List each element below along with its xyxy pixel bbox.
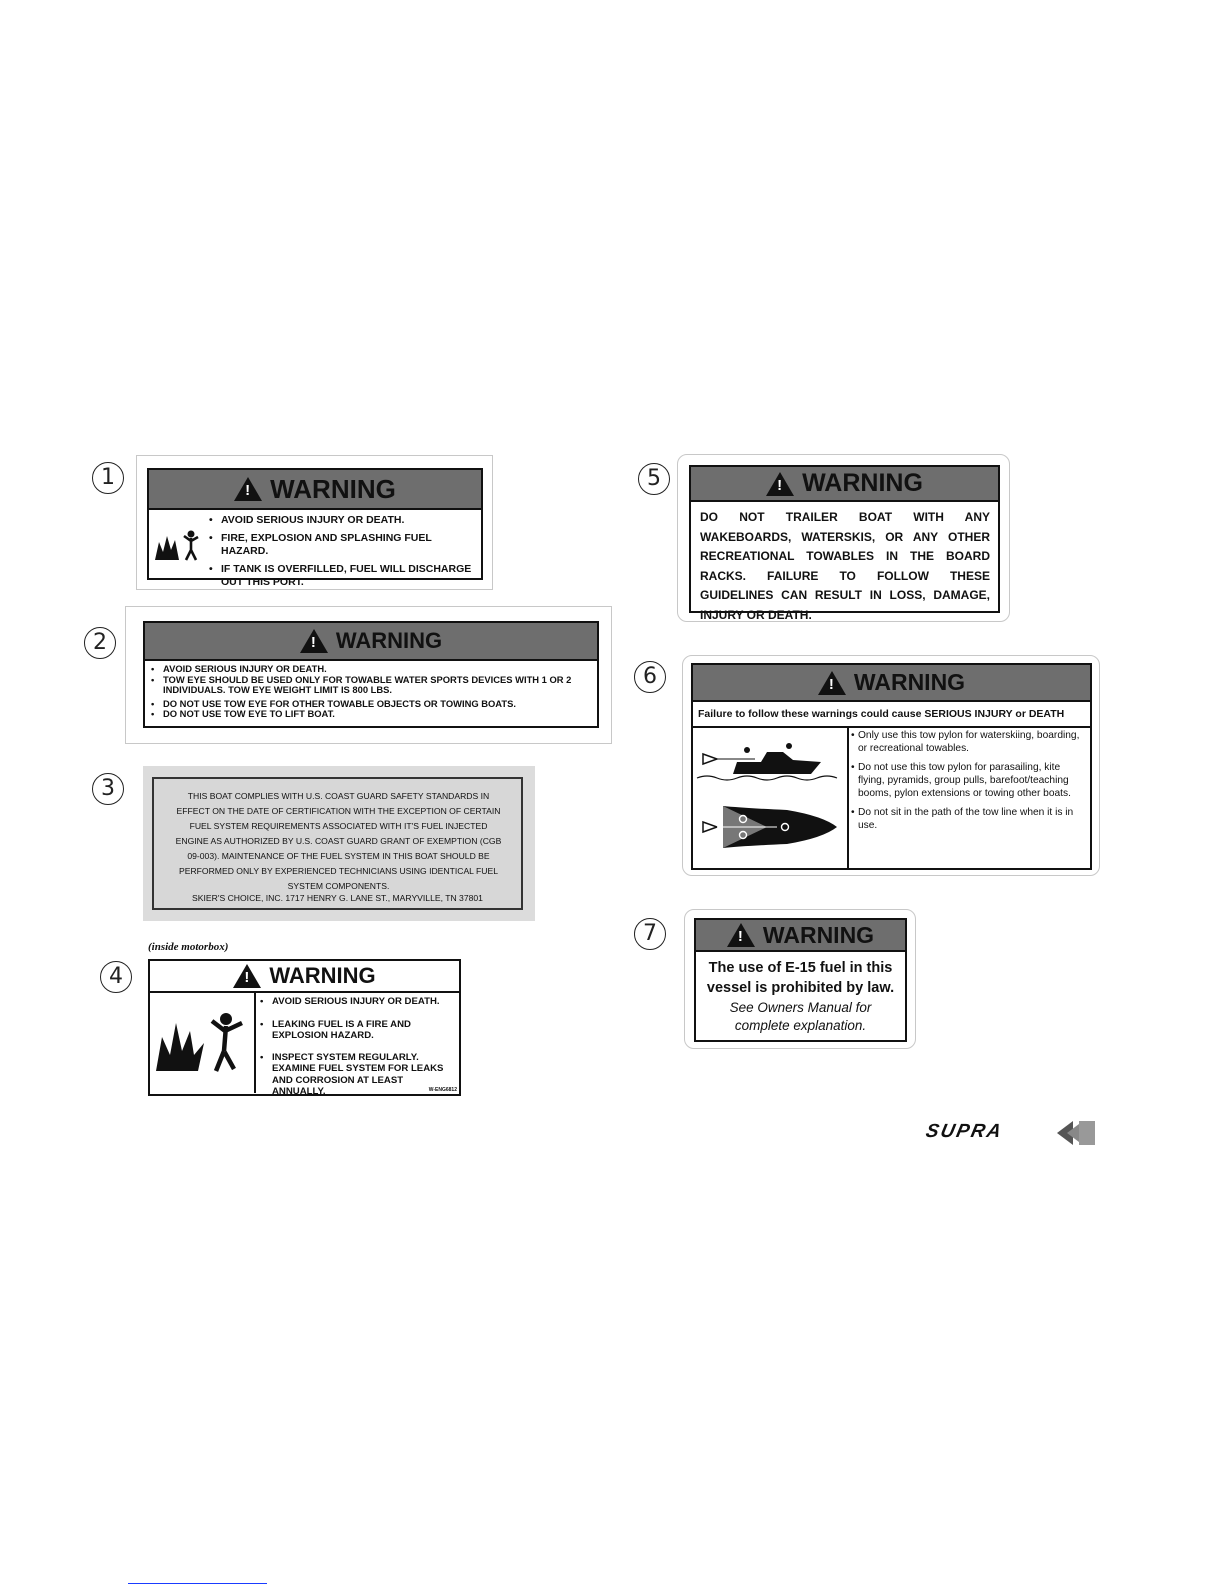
warning-triangle-icon xyxy=(818,671,846,695)
label-4-header xyxy=(150,961,459,993)
label-number-4: 4 xyxy=(100,961,132,993)
warning-triangle-icon xyxy=(766,472,794,496)
compliance-label xyxy=(152,777,523,910)
compliance-body: THIS BOAT COMPLIES WITH U.S. COAST GUARD SAFETY STANDARDS IN EFFECT ON THE DATE OF CERTIFICATION WITH THE EXCEPTION OF CERTAIN FUEL SYSTEM REQUIREMENTS ASSOCIATED WITH IT'S FUEL INJECTED ENGINE AS AUTHORIZED BY U.S. COAST GUARD GRANT OF EXEMPTION (CGB 09-003). MAINTENANCE OF THE FUEL SYSTEM IN THIS BOAT SHOULD BE PERFORMED ONLY BY EXPERIENCED TECHNICIANS USING IDENTICAL FUEL SYSTEM COMPONENTS. xyxy=(175,791,502,891)
warning-triangle-icon xyxy=(727,923,755,947)
list-item: • DO NOT USE TOW EYE FOR OTHER TOWABLE OBJECTS OR TOWING BOATS. xyxy=(151,699,591,710)
label-5-header xyxy=(691,467,998,502)
label-6-subtitle: Failure to follow these warnings could cause SERIOUS INJURY or DEATH xyxy=(693,702,1090,728)
list-item: • TOW EYE SHOULD BE USED ONLY FOR TOWABLE WATER SPORTS DEVICES WITH 1 OR 2 INDIVIDUALS. TOW EYE WEIGHT LIMIT IS 800 LBS. xyxy=(151,675,591,696)
footer-link-underline xyxy=(128,1583,267,1584)
warning-label-7 xyxy=(694,918,907,1042)
label-2-list xyxy=(151,664,591,720)
label-7-header xyxy=(696,920,905,952)
label-5-body: DO NOT TRAILER BOAT WITH ANY WAKEBOARDS, WATERSKIS, OR ANY OTHER RECREATIONAL TOWABLES IN THE BOARD RACKS. FAILURE TO FOLLOW THESE GUIDELINES CAN RESULT IN LOSS, DAMAGE, INJURY OR DEATH. xyxy=(700,510,990,622)
list-item: • LEAKING FUEL IS A FIRE AND EXPLOSION HAZARD. xyxy=(260,1019,455,1042)
warning-label-1 xyxy=(147,468,483,588)
label-6-frame xyxy=(682,655,1100,876)
warning-label-2 xyxy=(143,621,599,728)
label-4-title: WARNING xyxy=(269,963,376,988)
label-5-title: WARNING xyxy=(802,469,923,497)
label-4-list xyxy=(260,996,455,1098)
list-item: • IF TANK IS OVERFILLED, FUEL WILL DISCHARGE OUT THIS PORT. xyxy=(209,563,479,589)
page-corner-icon xyxy=(1055,1118,1097,1148)
warning-label-5 xyxy=(689,465,1000,622)
list-item: • INSPECT SYSTEM REGULARLY. EXAMINE FUEL SYSTEM FOR LEAKS AND CORROSION AT LEAST ANNUALLY. xyxy=(260,1052,455,1098)
label-2-title: WARNING xyxy=(335,628,443,653)
label-2-header xyxy=(145,623,597,661)
warning-triangle-icon xyxy=(233,964,261,988)
label-6-title: WARNING xyxy=(853,669,966,695)
label-7-italic-text: See Owners Manual for complete explanation. xyxy=(729,1000,872,1033)
list-item: • Only use this tow pylon for waterskiing, boarding, or recreational towables. xyxy=(851,729,1089,755)
label-number-7: 7 xyxy=(634,918,666,950)
label-7-frame xyxy=(684,909,916,1049)
label-number-3: 3 xyxy=(92,773,124,805)
label-number-6: 6 xyxy=(634,661,666,693)
label-number-1: 1 xyxy=(92,462,124,494)
label-2-frame xyxy=(125,606,612,744)
label-7-title: WARNING xyxy=(762,921,875,948)
compliance-footer: SKIER'S CHOICE, INC. 1717 HENRY G. LANE ST., MARYVILLE, TN 37801 xyxy=(192,893,483,903)
label-1-header xyxy=(149,470,481,510)
warning-triangle-icon xyxy=(234,477,262,501)
list-item: • AVOID SERIOUS INJURY OR DEATH. xyxy=(151,664,591,675)
label-1-list xyxy=(209,514,479,589)
label-4-caption: (inside motorbox) xyxy=(148,941,229,953)
label-1-title: WARNING xyxy=(270,473,396,504)
warning-label-4 xyxy=(148,959,461,1096)
list-item: • Do not sit in the path of the tow line when it is in use. xyxy=(851,806,1089,832)
label-5-frame xyxy=(677,454,1010,622)
label-6-header xyxy=(693,665,1090,702)
tow-pylon-boat-diagram xyxy=(693,726,849,868)
warning-label-6 xyxy=(691,663,1092,870)
fire-explosion-person-icon xyxy=(150,993,256,1093)
list-item: • AVOID SERIOUS INJURY OR DEATH. xyxy=(209,514,479,527)
label-number-5: 5 xyxy=(638,463,670,495)
label-1-frame xyxy=(136,455,493,590)
label-6-list xyxy=(851,729,1089,832)
list-item: • FIRE, EXPLOSION AND SPLASHING FUEL HAZARD. xyxy=(209,532,479,558)
list-item: • AVOID SERIOUS INJURY OR DEATH. xyxy=(260,996,455,1008)
list-item: • Do not use this tow pylon for parasailing, kite flying, pyramids, group pulls, barefoot/teaching booms, pylon extensions or towing other boats. xyxy=(851,761,1089,800)
label-4-code: W-ENG6812 xyxy=(428,1087,457,1093)
label-number-2: 2 xyxy=(84,627,116,659)
label-7-bold-text: The use of E-15 fuel in this vessel is prohibited by law. xyxy=(706,960,895,996)
label-3-plate xyxy=(143,766,535,921)
supra-logo: SUPRA xyxy=(923,1121,1005,1142)
fire-explosion-person-icon xyxy=(153,528,203,562)
list-item: • DO NOT USE TOW EYE TO LIFT BOAT. xyxy=(151,709,591,720)
warning-triangle-icon xyxy=(300,629,328,653)
